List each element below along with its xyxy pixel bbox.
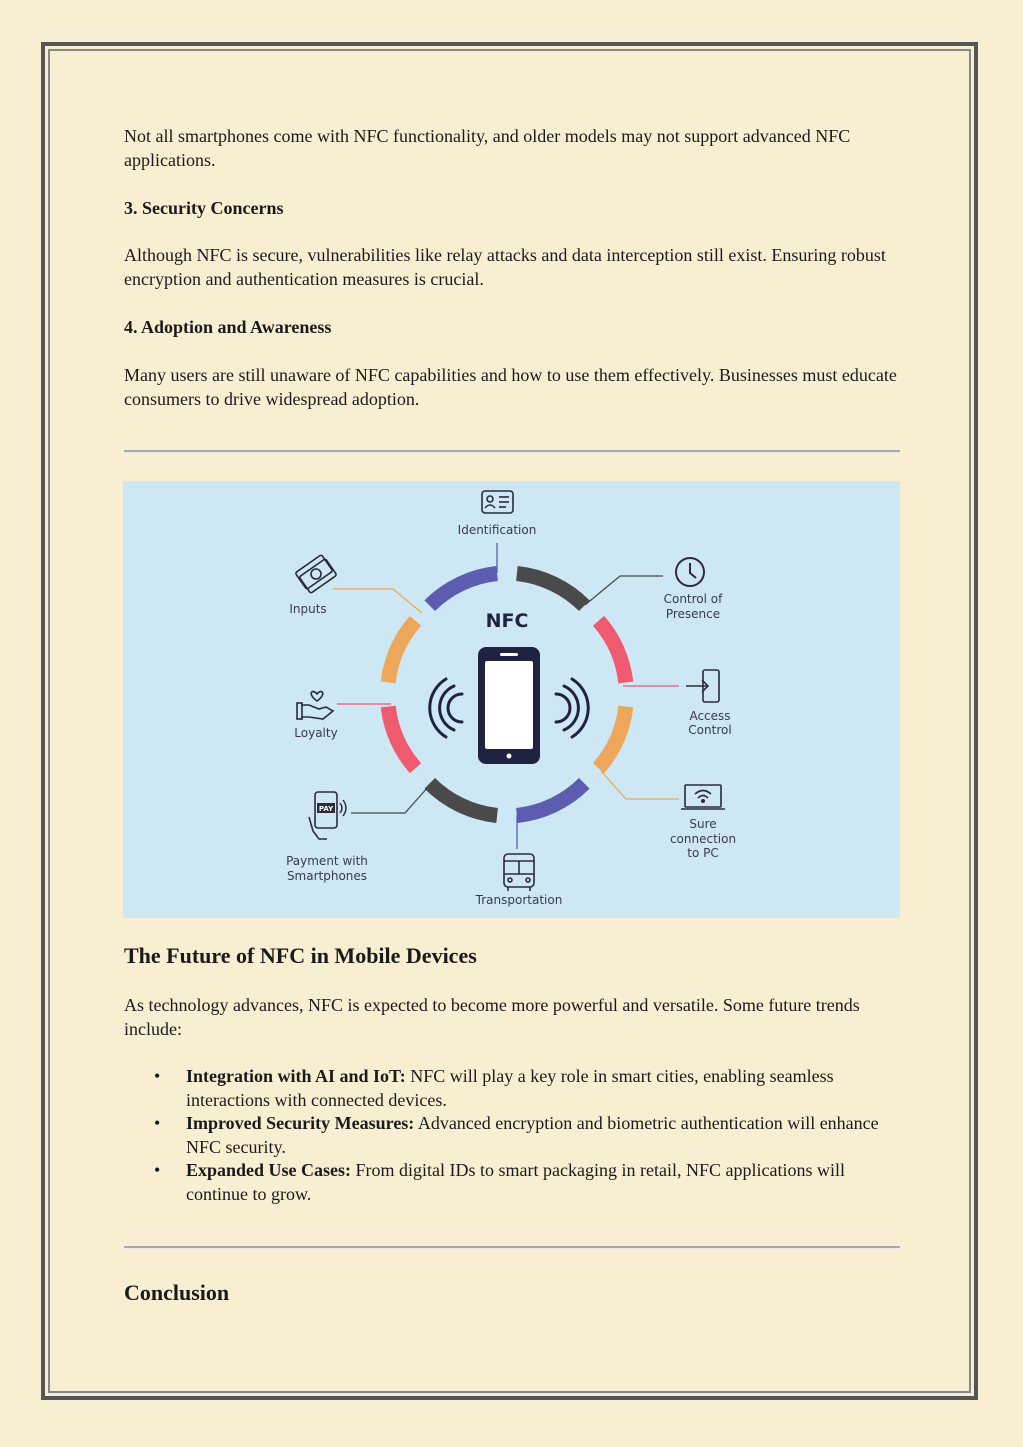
future-trends-list bbox=[124, 1065, 900, 1206]
arc-identification bbox=[430, 574, 497, 606]
label-loyalty: Loyalty bbox=[294, 726, 338, 740]
trend-title: Integration with AI and IoT: bbox=[186, 1066, 406, 1086]
label-sure-line1: Sure bbox=[689, 817, 717, 831]
label-payment-line2: Smartphones bbox=[286, 869, 368, 883]
arc-payment bbox=[430, 783, 497, 815]
label-access-line1: Access bbox=[689, 709, 731, 723]
section-divider bbox=[124, 450, 900, 453]
label-inputs: Inputs bbox=[289, 602, 327, 616]
clock-icon bbox=[676, 558, 704, 586]
label-transportation: Transportation bbox=[475, 893, 563, 907]
hand-heart-icon bbox=[297, 692, 333, 719]
money-icon bbox=[295, 555, 337, 594]
security-heading: 3. Security Concerns bbox=[124, 198, 284, 218]
trend-title: Expanded Use Cases: bbox=[186, 1160, 352, 1180]
trend-text: Advanced encryption and biometric authentication will enhance NFC security. bbox=[186, 1113, 879, 1157]
arc-inputs bbox=[388, 621, 415, 683]
smartphone-icon bbox=[478, 647, 540, 764]
pay-badge: PAY bbox=[318, 805, 334, 813]
label-control-line1: Control of bbox=[663, 592, 723, 606]
list-item bbox=[124, 1065, 900, 1112]
nfc-diagram bbox=[123, 481, 900, 918]
label-sure-line3: to PC bbox=[687, 846, 719, 860]
bullet-marker: • bbox=[154, 1066, 161, 1086]
arc-presence bbox=[517, 574, 584, 606]
adoption-paragraph: Many users are still unaware of NFC capabilities and how to use them effectively. Businesses must educate consumers to drive widespread adoption. bbox=[124, 365, 897, 409]
bullet-marker: • bbox=[154, 1113, 161, 1133]
trend-text: From digital IDs to smart packaging in retail, NFC applications will continue to grow. bbox=[186, 1160, 845, 1204]
label-access-line2: Control bbox=[688, 723, 732, 737]
conclusion-heading: Conclusion bbox=[124, 1280, 230, 1305]
bullet-marker: • bbox=[154, 1160, 161, 1180]
trend-title: Improved Security Measures: bbox=[186, 1113, 415, 1133]
label-identification: Identification bbox=[457, 523, 537, 537]
future-paragraph: As technology advances, NFC is expected to become more powerful and versatile. Some future trends include: bbox=[124, 995, 860, 1039]
future-heading: The Future of NFC in Mobile Devices bbox=[124, 943, 477, 968]
door-enter-icon bbox=[686, 670, 719, 702]
label-sure-line2: connection bbox=[669, 832, 737, 846]
id-card-icon bbox=[482, 491, 513, 513]
adoption-heading: 4. Adoption and Awareness bbox=[124, 317, 332, 337]
arc-access-top bbox=[599, 621, 626, 683]
bus-icon bbox=[504, 854, 534, 891]
label-payment-line1: Payment with bbox=[286, 854, 368, 868]
intro-paragraph: Not all smartphones come with NFC functionality, and older models may not support advanced NFC applications. bbox=[124, 126, 851, 170]
trend-text: NFC will play a key role in smart cities, enabling seamless interactions with connected devices. bbox=[186, 1066, 834, 1110]
security-paragraph: Although NFC is secure, vulnerabilities like relay attacks and data interception still exist. Ensuring robust encryption and authentication measures is crucial. bbox=[124, 245, 886, 289]
list-item bbox=[124, 1159, 900, 1206]
section-divider bbox=[124, 1246, 900, 1249]
pay-phone-icon bbox=[309, 792, 346, 839]
label-control-line2: Presence bbox=[665, 607, 721, 621]
arc-access-bottom bbox=[599, 707, 626, 769]
nfc-diagram-svg bbox=[123, 481, 900, 918]
arc-transport bbox=[517, 783, 584, 815]
nfc-center-label: NFC bbox=[485, 610, 529, 632]
list-item bbox=[124, 1112, 900, 1159]
laptop-wifi-icon bbox=[681, 785, 725, 809]
arc-loyalty bbox=[388, 707, 415, 769]
